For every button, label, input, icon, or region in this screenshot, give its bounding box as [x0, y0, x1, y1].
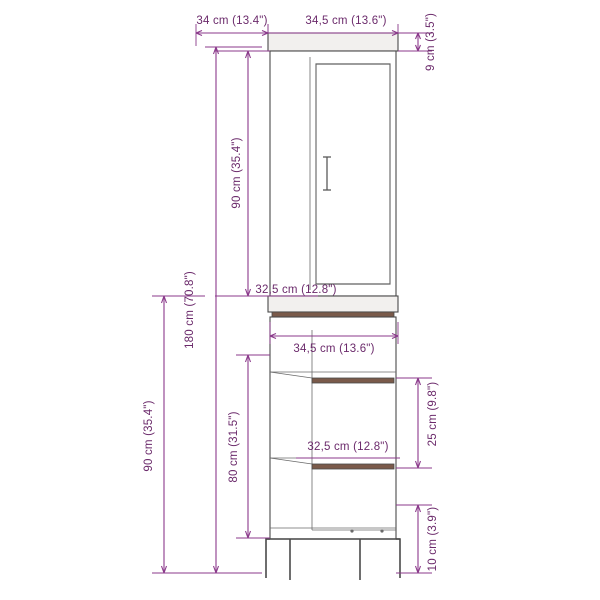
- dim-upper-door-height: [215, 51, 270, 296]
- cabinet-bottom-dot-left: [350, 529, 353, 532]
- dim-label-upper-depth: 32,5 cm (12.8"): [255, 284, 337, 296]
- dim-label-leg-height: 10 cm (3.9"): [427, 506, 439, 572]
- dim-lower-body-height: [228, 355, 270, 538]
- dim-label-top-band-height: 9 cm (3.5"): [425, 12, 437, 72]
- dim-label-top-right-width: 34,5 cm (13.6"): [305, 15, 387, 27]
- dim-top-band-height: [398, 13, 437, 71]
- dim-label-upper-door-height: 90 cm (35.4"): [231, 137, 243, 209]
- cabinet-upper-body: [270, 51, 396, 296]
- cabinet-shelf-2: [312, 464, 394, 469]
- dim-label-shelf-gap-height: 25 cm (9.8"): [427, 381, 439, 447]
- dim-label-lower-total-height: 90 cm (35.4"): [143, 400, 155, 472]
- cabinet-leg-back-right: [396, 539, 400, 578]
- cabinet-bottom-dot-right: [380, 529, 383, 532]
- dim-label-lower-body-height: 80 cm (31.5"): [228, 411, 240, 483]
- dim-top-right-width: [268, 15, 398, 36]
- dim-upper-depth: [244, 284, 337, 296]
- cabinet-upper-unit: [268, 33, 398, 317]
- dim-label-lower-depth: 32,5 cm (12.8"): [307, 441, 389, 453]
- dim-shelf-gap-height: [396, 378, 439, 468]
- dim-top-left-width: [196, 15, 268, 46]
- cabinet-leg-back-left: [266, 539, 270, 578]
- dim-label-lower-width: 34,5 cm (13.6"): [293, 343, 375, 355]
- dim-total-height: [184, 47, 262, 573]
- cabinet-shelf-1: [312, 378, 394, 383]
- cabinet-mid-shelf-top: [272, 312, 394, 317]
- dim-label-top-left-width: 34 cm (13.4"): [196, 15, 268, 27]
- cabinet-mid-band: [268, 296, 398, 312]
- dim-label-total-height: 180 cm (70.8"): [184, 271, 196, 349]
- cabinet-top-band: [268, 33, 398, 51]
- dim-leg-height: [396, 505, 439, 573]
